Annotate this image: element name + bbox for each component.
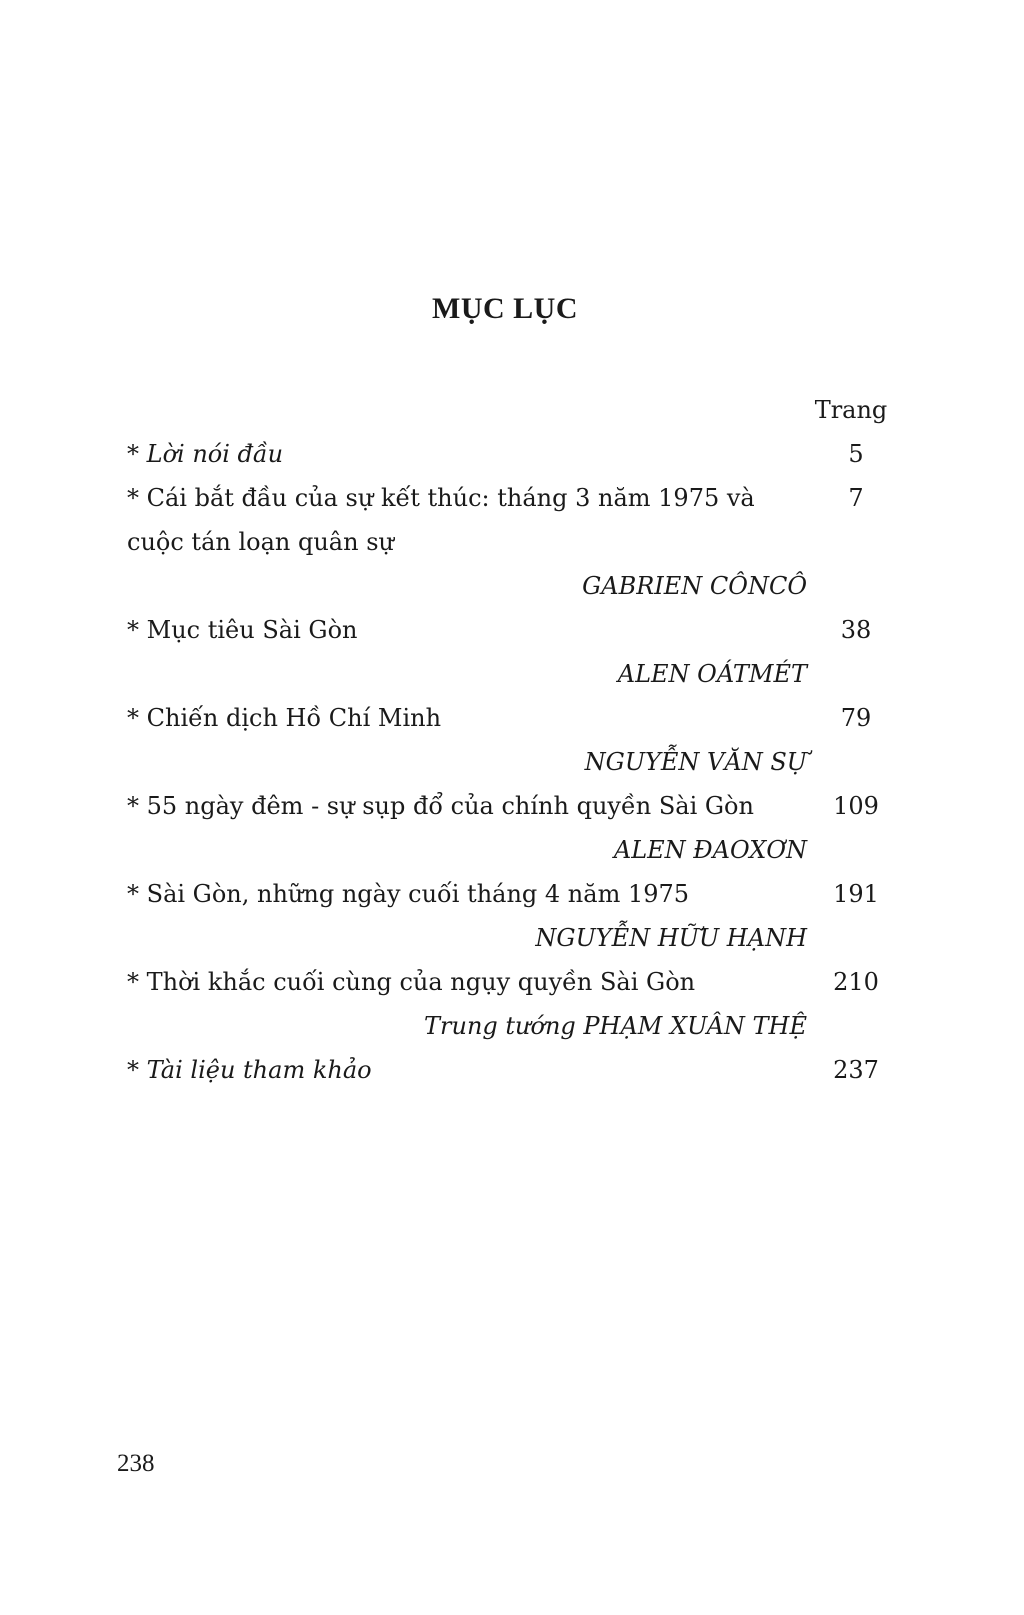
- toc-entry-author-row: [127, 652, 901, 696]
- toc-entry-page: 109: [833, 792, 879, 820]
- toc-entry-author: Trung tướng PHẠM XUÂN THỆ: [424, 1012, 807, 1040]
- toc-entry-title: * Cái bắt đầu của sự kết thúc: tháng 3 năm 1975 và cuộc tán loạn quân sự: [127, 484, 755, 556]
- toc-entry-author-row: [127, 564, 901, 608]
- toc-entry: [127, 960, 901, 1004]
- toc-header-row: [127, 388, 901, 432]
- toc-entry-author-row: [127, 828, 901, 872]
- toc-entry: [127, 696, 901, 740]
- toc-entry-page: 5: [848, 440, 864, 468]
- toc-title: MỤC LỤC: [432, 292, 578, 325]
- toc-entry-author: NGUYỄN HỮU HẠNH: [535, 924, 807, 952]
- toc-entry: [127, 784, 901, 828]
- table-of-contents: [127, 388, 901, 1092]
- toc-entry-page: 7: [848, 484, 864, 512]
- toc-entry-author: GABRIEN CÔNCÔ: [582, 572, 807, 600]
- toc-entry: [127, 432, 901, 476]
- toc-entry-author-row: [127, 916, 901, 960]
- toc-entry-title: * Mục tiêu Sài Gòn: [127, 616, 358, 644]
- toc-entry: [127, 872, 901, 916]
- toc-entry-title: * Sài Gòn, những ngày cuối tháng 4 năm 1975: [127, 880, 690, 908]
- toc-entry-author: ALEN ĐAOXƠN: [613, 836, 807, 864]
- toc-entry-page: 79: [840, 704, 872, 732]
- page-number: 238: [117, 1450, 155, 1477]
- toc-entry-title: * Chiến dịch Hồ Chí Minh: [127, 704, 442, 732]
- toc-entry-page: 38: [840, 616, 872, 644]
- toc-entry-author-row: [127, 1004, 901, 1048]
- toc-entry-title: * 55 ngày đêm - sự sụp đổ của chính quyền Sài Gòn: [127, 792, 754, 820]
- toc-entry-author: ALEN OÁTMÉT: [617, 660, 807, 688]
- toc-entry: [127, 608, 901, 652]
- toc-entry-page: 191: [833, 880, 879, 908]
- toc-entry-title: * Tài liệu tham khảo: [127, 1056, 372, 1084]
- page-column-label: Trang: [814, 396, 888, 424]
- toc-entry-author: NGUYỄN VĂN SỰ: [584, 748, 807, 776]
- toc-entry: [127, 476, 901, 564]
- toc-entry: [127, 1048, 901, 1092]
- toc-entry-author-row: [127, 740, 901, 784]
- toc-entry-page: 237: [833, 1056, 879, 1084]
- toc-entry-title: * Lời nói đầu: [127, 440, 284, 468]
- toc-entry-page: 210: [833, 968, 879, 996]
- toc-entry-title: * Thời khắc cuối cùng của ngụy quyền Sài Gòn: [127, 968, 696, 996]
